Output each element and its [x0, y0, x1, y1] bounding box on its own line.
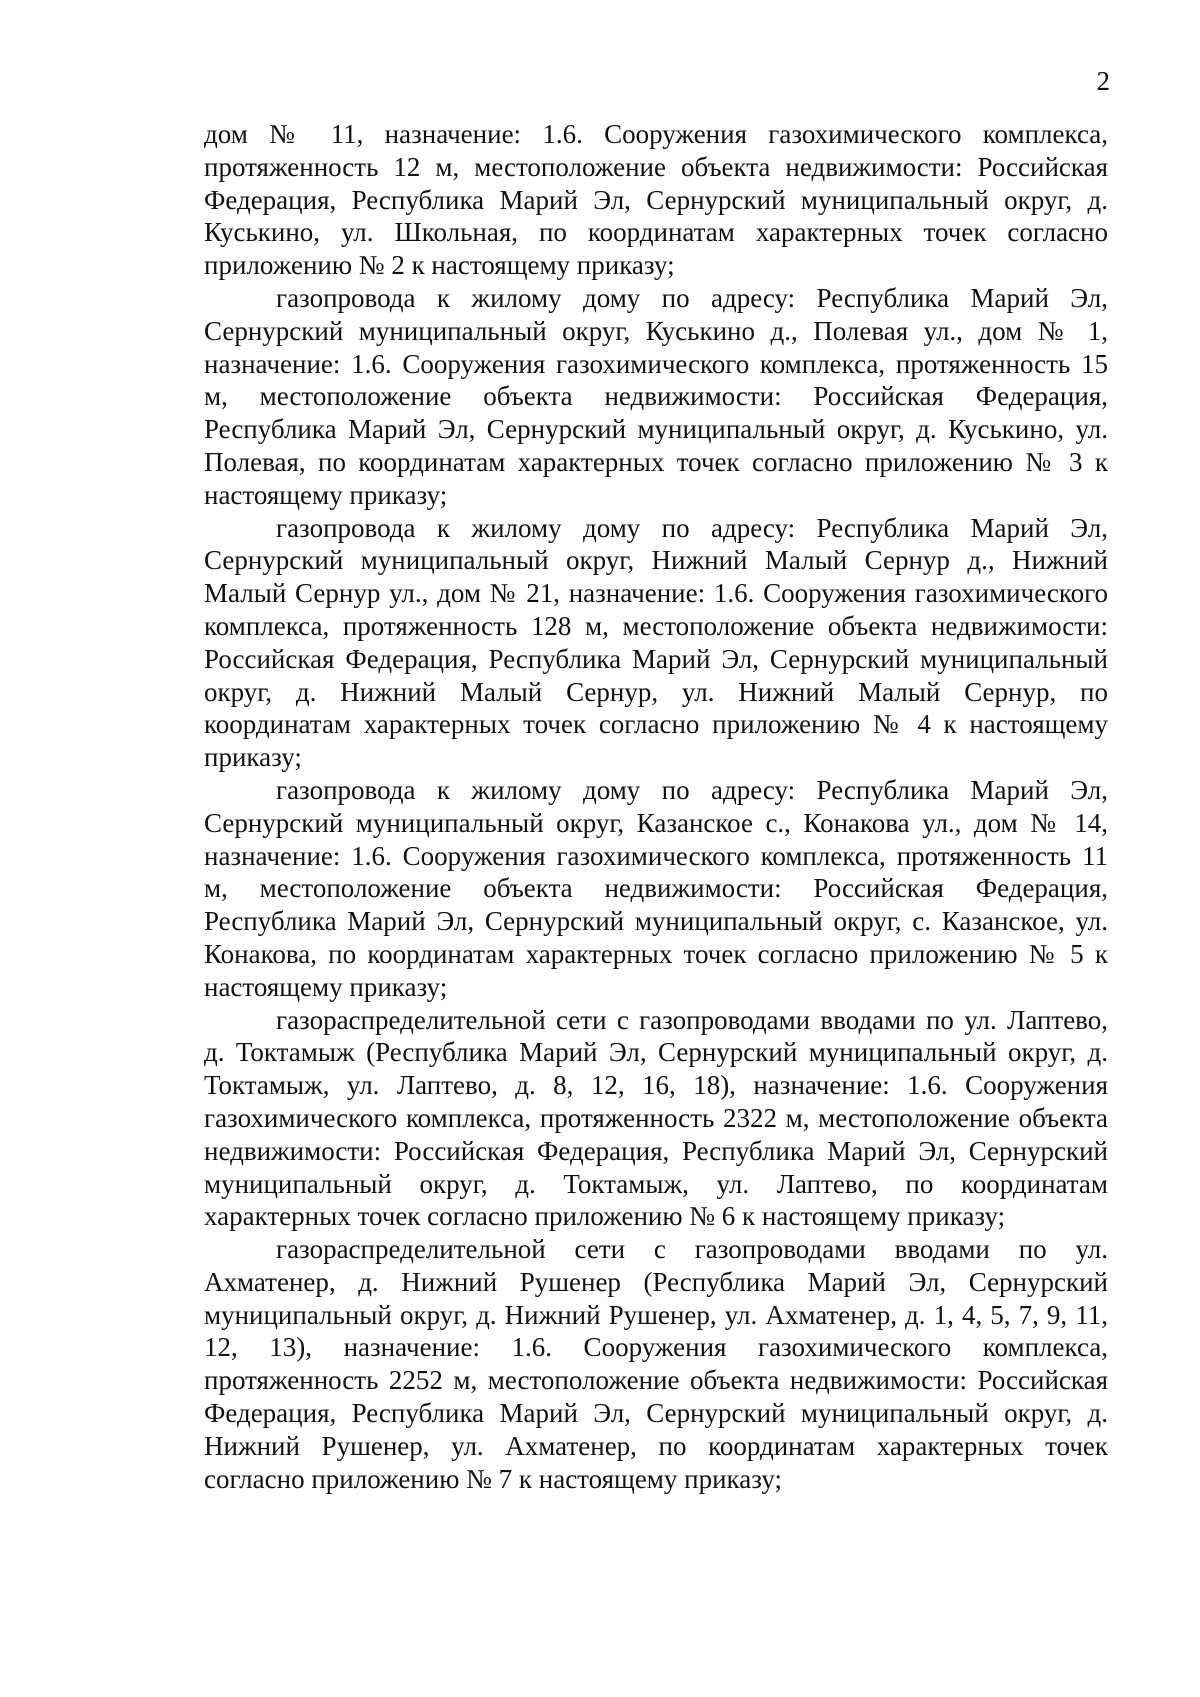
- paragraph-item-6: газораспределительной сети с газопроводами вводами по ул. Ахматенер, д. Нижний Рушенер (Республика Марий Эл, Сернурский муниципальный округ, д. Нижний Рушенер, ул. Ахматенер, д. 1, 4, 5, 7, 9, 11, 12, 13), назначение: 1.6. Сооружения газохимического комплекса, протяженность 2252 м, местоположение объекта недвижимости: Российская Федерация, Республика Марий Эл, Сернурский муниципальный округ, д. Нижний Рушенер, ул. Ахматенер, по координатам характерных точек согласно приложению № 7 к настоящему приказу;: [204, 1234, 1108, 1494]
- paragraph-item-3: газопровода к жилому дому по адресу: Республика Марий Эл, Сернурский муниципальный округ, Нижний Малый Сернур д., Нижний Малый Сернур ул., дом № 21, назначение: 1.6. Сооружения газохимического комплекса, протяженность 128 м, местоположение объекта недвижимости: Российская Федерация, Республика Марий Эл, Сернурский муниципальный округ, д. Нижний Малый Сернур, ул. Нижний Малый Сернур, по координатам характерных точек согласно приложению № 4 к настоящему приказу;: [204, 512, 1108, 773]
- paragraph-item-1: дом № 11, назначение: 1.6. Сооружения газохимического комплекса, протяженность 12 м, местоположение объекта недвижимости: Российская Федерация, Республика Марий Эл, Сернурский муниципальный округ, д. Куськино, ул. Школьная, по координатам характерных точек согласно приложению № 2 к настоящему приказу;: [204, 119, 1108, 281]
- page-number: 2: [1096, 66, 1110, 96]
- paragraph-item-5: газораспределительной сети с газопроводами вводами по ул. Лаптево, д. Токтамыж (Республика Марий Эл, Сернурский муниципальный округ, д. Токтамыж, ул. Лаптево, д. 8, 12, 16, 18), назначение: 1.6. Сооружения газохимического комплекса, протяженность 2322 м, местоположение объекта недвижимости: Российская Федерация, Республика Марий Эл, Сернурский муниципальный округ, д. Токтамыж, ул. Лаптево, по координатам характерных точек согласно приложению № 6 к настоящему приказу;: [204, 1004, 1108, 1232]
- document-body: [204, 118, 1108, 1495]
- paragraph-item-4: газопровода к жилому дому по адресу: Республика Марий Эл, Сернурский муниципальный округ, Казанское с., Конакова ул., дом № 14, назначение: 1.6. Сооружения газохимического комплекса, протяженность 11 м, местоположение объекта недвижимости: Российская Федерация, Республика Марий Эл, Сернурский муниципальный округ, с. Казанское, ул. Конакова, по координатам характерных точек согласно приложению № 5 к настоящему приказу;: [204, 774, 1108, 1002]
- paragraph-item-2: газопровода к жилому дому по адресу: Республика Марий Эл, Сернурский муниципальный округ, Куськино д., Полевая ул., дом № 1, назначение: 1.6. Сооружения газохимического комплекса, протяженность 15 м, местоположение объекта недвижимости: Российская Федерация, Республика Марий Эл, Сернурский муниципальный округ, д. Куськино, ул. Полевая, по координатам характерных точек согласно приложению № 3 к настоящему приказу;: [204, 282, 1108, 510]
